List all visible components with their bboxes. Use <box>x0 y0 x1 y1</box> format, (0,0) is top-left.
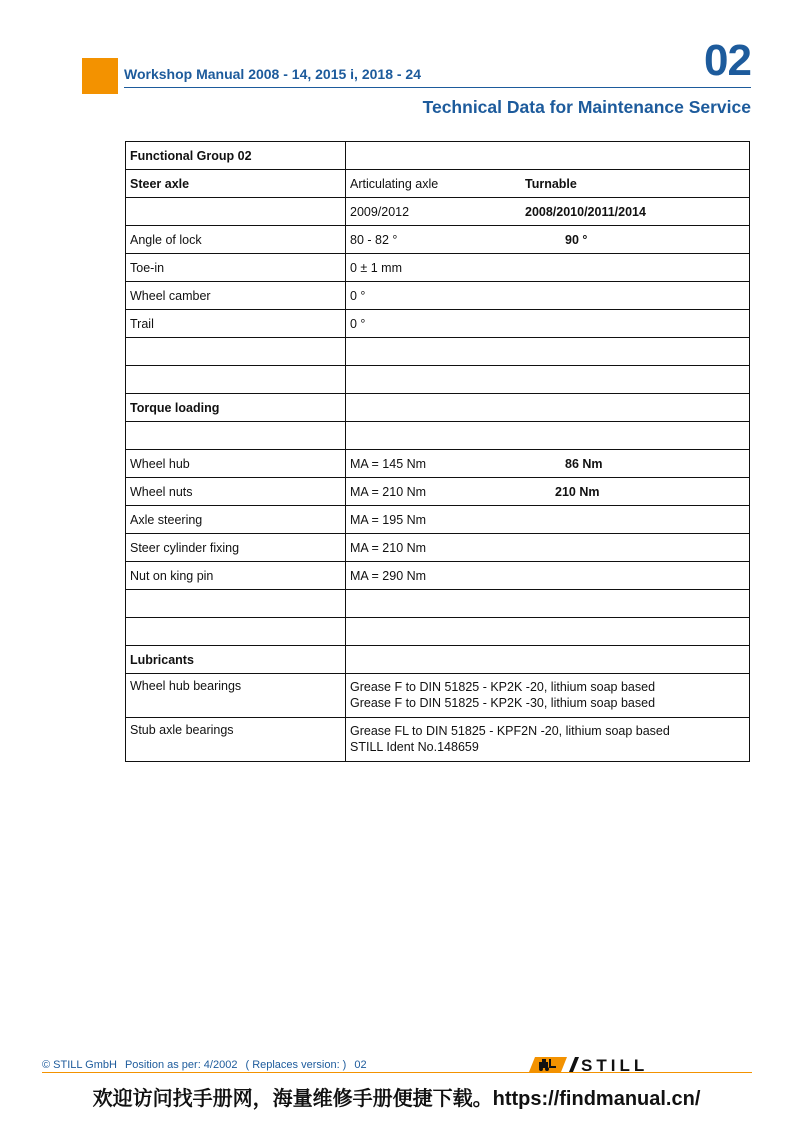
wheel-hub-bearings-label: Wheel hub bearings <box>126 674 346 718</box>
table-row <box>126 506 750 534</box>
empty-cell <box>126 198 346 226</box>
empty-cell <box>346 618 750 646</box>
promo-banner: 欢迎访问找手册网，海量维修手册便捷下载。https://findmanual.cn/ <box>92 1088 701 1110</box>
table-row <box>126 226 750 254</box>
table-row <box>126 562 750 590</box>
steer-axle-label: Steer axle <box>126 170 346 198</box>
stub-axle-bearings-value <box>346 718 750 762</box>
table-row <box>126 310 750 338</box>
empty-cell <box>126 422 346 450</box>
wheel-nuts-col1: MA = 210 Nm <box>350 484 427 499</box>
angle-of-lock-col1: 80 - 82 ° <box>350 232 398 247</box>
wheel-camber-value: 0 ° <box>346 282 750 310</box>
wheel-hub-col2: 86 Nm <box>565 456 603 471</box>
steer-cylinder-label: Steer cylinder fixing <box>126 534 346 562</box>
wheel-camber-label: Wheel camber <box>126 282 346 310</box>
angle-of-lock-col2: 90 ° <box>565 232 588 247</box>
steer-axle-col1: Articulating axle <box>350 176 439 191</box>
years-values <box>346 198 750 226</box>
wheel-hub-col1: MA = 145 Nm <box>350 456 427 471</box>
table-row <box>126 254 750 282</box>
empty-cell <box>126 618 346 646</box>
empty-cell <box>126 338 346 366</box>
brand-orange-square <box>82 58 118 94</box>
table-row <box>126 718 750 762</box>
lubricants-heading: Lubricants <box>126 646 346 674</box>
empty-cell <box>346 338 750 366</box>
steer-axle-col2: Turnable <box>525 176 577 191</box>
footer-chapter: 02 <box>354 1059 367 1071</box>
table-row <box>126 198 750 226</box>
wheel-nuts-values <box>346 478 750 506</box>
years-col1: 2009/2012 <box>350 204 410 219</box>
table-row <box>126 450 750 478</box>
table-row <box>126 618 750 646</box>
empty-cell <box>346 366 750 394</box>
header-rule <box>124 87 751 88</box>
stub-axle-bearings-line2: STILL Ident No.148659 <box>350 740 479 754</box>
table-row <box>126 366 750 394</box>
empty-cell <box>346 394 750 422</box>
wheel-hub-bearings-line1: Grease F to DIN 51825 - KP2K -20, lithium soap based <box>350 680 656 694</box>
table-row <box>126 394 750 422</box>
table-row <box>126 142 750 170</box>
steer-cylinder-value: MA = 210 Nm <box>346 534 750 562</box>
brand-wordmark: STILL <box>581 1056 649 1073</box>
axle-steering-value: MA = 195 Nm <box>346 506 750 534</box>
toe-in-label: Toe-in <box>126 254 346 282</box>
trail-value: 0 ° <box>346 310 750 338</box>
spec-table <box>125 141 750 762</box>
table-row <box>126 534 750 562</box>
wheel-nuts-col2: 210 Nm <box>555 484 600 499</box>
king-pin-label: Nut on king pin <box>126 562 346 590</box>
section-title: Technical Data for Maintenance Service <box>422 97 751 117</box>
angle-of-lock-label: Angle of lock <box>126 226 346 254</box>
empty-cell <box>126 366 346 394</box>
footer-info <box>42 1059 375 1071</box>
king-pin-value: MA = 290 Nm <box>346 562 750 590</box>
wheel-nuts-label: Wheel nuts <box>126 478 346 506</box>
table-row <box>126 674 750 718</box>
angle-of-lock-values <box>346 226 750 254</box>
footer-position: Position as per: 4/2002 <box>124 1059 238 1071</box>
toe-in-value: 0 ± 1 mm <box>346 254 750 282</box>
logo-slash <box>569 1057 579 1072</box>
manual-title: Workshop Manual 2008 - 14, 2015 i, 2018 - 24 <box>124 66 421 82</box>
wheel-hub-bearings-value <box>346 674 750 718</box>
group-title: Functional Group 02 <box>126 142 346 170</box>
wheel-hub-values <box>346 450 750 478</box>
table-row <box>126 338 750 366</box>
footer-replaces: ( Replaces version: ) <box>245 1059 347 1071</box>
table-row <box>126 282 750 310</box>
still-logo <box>527 1056 679 1073</box>
empty-cell <box>346 590 750 618</box>
axle-steering-label: Axle steering <box>126 506 346 534</box>
torque-heading: Torque loading <box>126 394 346 422</box>
footer-copyright: © STILL GmbH <box>42 1059 117 1071</box>
wheel-hub-bearings-line2: Grease F to DIN 51825 - KP2K -30, lithium soap based <box>350 696 656 710</box>
stub-axle-bearings-line1: Grease FL to DIN 51825 - KPF2N -20, lithium soap based <box>350 724 670 738</box>
table-row <box>126 170 750 198</box>
table-row <box>126 590 750 618</box>
empty-cell <box>346 142 750 170</box>
stub-axle-bearings-label: Stub axle bearings <box>126 718 346 762</box>
table-row <box>126 422 750 450</box>
table-row <box>126 478 750 506</box>
chapter-number: 02 <box>704 36 751 85</box>
years-col2: 2008/2010/2011/2014 <box>525 204 646 219</box>
empty-cell <box>126 590 346 618</box>
trail-label: Trail <box>126 310 346 338</box>
empty-cell <box>346 422 750 450</box>
empty-cell <box>346 646 750 674</box>
steer-axle-values <box>346 170 750 198</box>
wheel-hub-label: Wheel hub <box>126 450 346 478</box>
table-row <box>126 646 750 674</box>
